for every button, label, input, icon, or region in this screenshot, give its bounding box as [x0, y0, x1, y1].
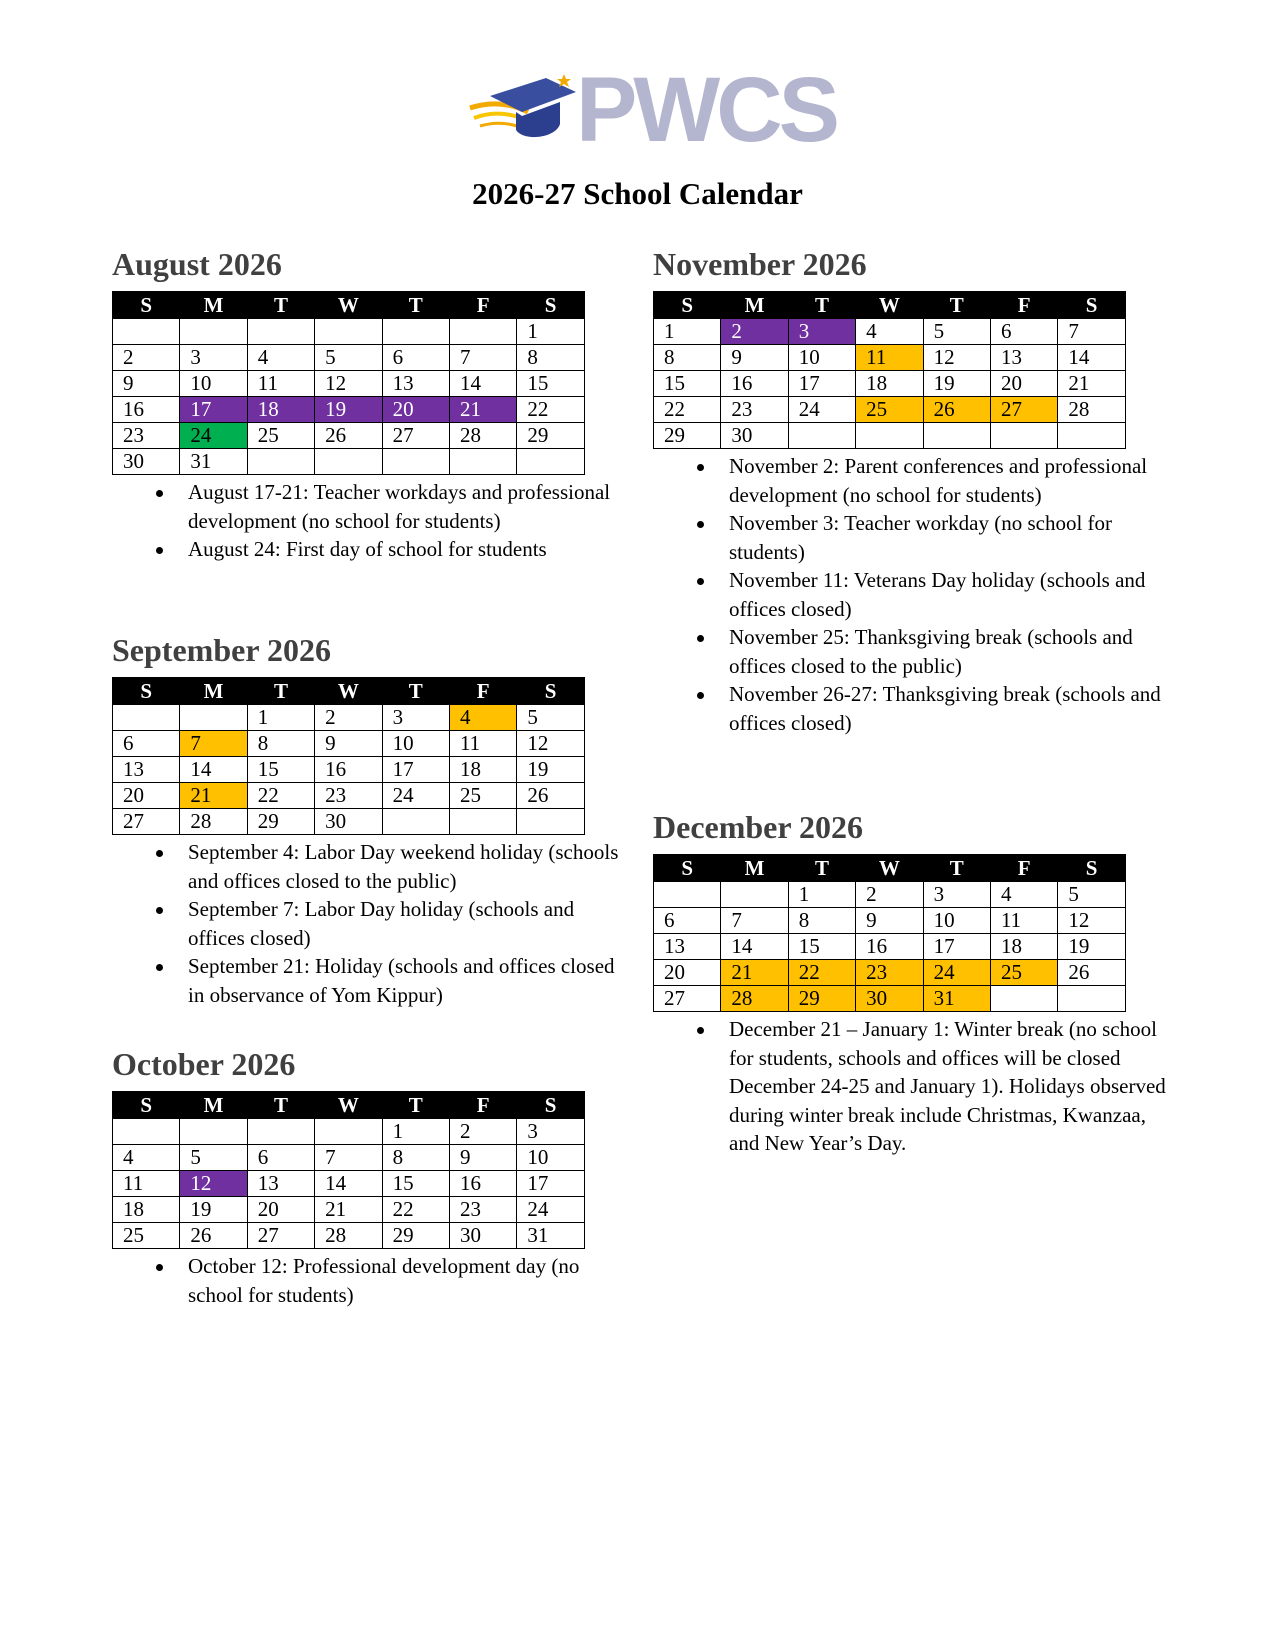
week-row — [113, 1119, 585, 1145]
weekday-header: W — [315, 678, 382, 705]
weekday-header-row — [113, 678, 585, 705]
day-cell: 4 — [449, 705, 516, 731]
day-cell: 4 — [990, 882, 1057, 908]
note-item: September 7: Labor Day holiday (schools and offices closed) — [112, 895, 628, 952]
note-item: December 21 – January 1: Winter break (no school for students, schools and offices will be closed December 24-25 and January 1). Holidays observed during winter break include Christmas, Kwanzaa, and New Year’s Day. — [653, 1015, 1169, 1158]
day-cell: 5 — [180, 1145, 247, 1171]
day-cell: 24 — [923, 960, 990, 986]
weekday-header-row — [654, 855, 1126, 882]
day-cell: 13 — [247, 1171, 314, 1197]
day-cell: 8 — [654, 345, 721, 371]
month-title: December 2026 — [653, 809, 863, 845]
day-cell: 16 — [315, 757, 382, 783]
day-cell: 16 — [449, 1171, 516, 1197]
month-september — [112, 631, 628, 1009]
day-cell: 12 — [1058, 908, 1125, 934]
weekday-header: M — [721, 855, 788, 882]
day-cell: 28 — [180, 809, 247, 835]
week-row — [654, 960, 1126, 986]
day-cell: 4 — [113, 1145, 180, 1171]
week-row — [654, 934, 1126, 960]
week-row — [113, 705, 585, 731]
day-cell: 2 — [721, 319, 788, 345]
day-cell: 18 — [856, 371, 923, 397]
day-cell: 27 — [113, 809, 180, 835]
weekday-header: M — [180, 678, 247, 705]
day-cell: 15 — [247, 757, 314, 783]
weekday-header-row — [654, 292, 1126, 319]
empty-day-cell — [856, 423, 923, 449]
empty-day-cell — [247, 449, 314, 475]
day-cell: 5 — [517, 705, 584, 731]
pwcs-logo — [468, 59, 836, 161]
day-cell: 13 — [990, 345, 1057, 371]
day-cell: 20 — [382, 397, 449, 423]
note-item: September 21: Holiday (schools and offices closed in observance of Yom Kippur) — [112, 952, 628, 1009]
day-cell: 7 — [315, 1145, 382, 1171]
day-cell: 17 — [788, 371, 855, 397]
day-cell: 22 — [247, 783, 314, 809]
note-item: October 12: Professional development day (no school for students) — [112, 1252, 628, 1309]
month-title: September 2026 — [112, 632, 331, 668]
weekday-header: T — [923, 855, 990, 882]
empty-day-cell — [180, 319, 247, 345]
day-cell: 14 — [315, 1171, 382, 1197]
day-cell: 11 — [247, 371, 314, 397]
empty-day-cell — [654, 882, 721, 908]
day-cell: 12 — [180, 1171, 247, 1197]
day-cell: 16 — [113, 397, 180, 423]
weekday-header: M — [180, 1092, 247, 1119]
day-cell: 2 — [113, 345, 180, 371]
empty-day-cell — [990, 423, 1057, 449]
weekday-header: S — [517, 292, 584, 319]
day-cell: 18 — [990, 934, 1057, 960]
calendar-grid — [112, 291, 585, 475]
note-item: November 11: Veterans Day holiday (schools and offices closed) — [653, 566, 1169, 623]
day-cell: 23 — [449, 1197, 516, 1223]
week-row — [654, 371, 1126, 397]
day-cell: 26 — [315, 423, 382, 449]
week-row — [113, 319, 585, 345]
empty-day-cell — [1058, 423, 1125, 449]
month-august — [112, 245, 628, 564]
empty-day-cell — [113, 705, 180, 731]
weekday-header: T — [923, 292, 990, 319]
calendar-grid — [653, 854, 1126, 1012]
empty-day-cell — [113, 1119, 180, 1145]
day-cell: 24 — [382, 783, 449, 809]
day-cell: 5 — [1058, 882, 1125, 908]
weekday-header: T — [788, 292, 855, 319]
empty-day-cell — [247, 1119, 314, 1145]
empty-day-cell — [449, 809, 516, 835]
empty-day-cell — [315, 319, 382, 345]
day-cell: 27 — [382, 423, 449, 449]
day-cell: 15 — [517, 371, 584, 397]
empty-day-cell — [180, 705, 247, 731]
weekday-header: F — [449, 678, 516, 705]
note-item: November 25: Thanksgiving break (schools and offices closed to the public) — [653, 623, 1169, 680]
day-cell: 30 — [113, 449, 180, 475]
weekday-header: T — [382, 678, 449, 705]
empty-day-cell — [517, 449, 584, 475]
day-cell: 21 — [1058, 371, 1125, 397]
day-cell: 23 — [856, 960, 923, 986]
notes-list — [653, 452, 1169, 737]
weekday-header: S — [517, 1092, 584, 1119]
day-cell: 29 — [382, 1223, 449, 1249]
day-cell: 25 — [449, 783, 516, 809]
day-cell: 14 — [449, 371, 516, 397]
empty-day-cell — [315, 1119, 382, 1145]
day-cell: 26 — [923, 397, 990, 423]
week-row — [113, 371, 585, 397]
day-cell: 9 — [856, 908, 923, 934]
day-cell: 24 — [517, 1197, 584, 1223]
day-cell: 10 — [382, 731, 449, 757]
week-row — [654, 882, 1126, 908]
empty-day-cell — [517, 809, 584, 835]
day-cell: 18 — [247, 397, 314, 423]
weekday-header: S — [517, 678, 584, 705]
day-cell: 6 — [247, 1145, 314, 1171]
weekday-header: S — [113, 292, 180, 319]
page-title: 2026-27 School Calendar — [472, 176, 803, 211]
note-item: August 24: First day of school for students — [112, 535, 628, 564]
day-cell: 11 — [113, 1171, 180, 1197]
weekday-header: T — [247, 292, 314, 319]
day-cell: 17 — [517, 1171, 584, 1197]
day-cell: 16 — [856, 934, 923, 960]
week-row — [113, 809, 585, 835]
day-cell: 1 — [517, 319, 584, 345]
empty-day-cell — [788, 423, 855, 449]
day-cell: 19 — [517, 757, 584, 783]
day-cell: 11 — [449, 731, 516, 757]
empty-day-cell — [382, 809, 449, 835]
day-cell: 8 — [517, 345, 584, 371]
day-cell: 1 — [788, 882, 855, 908]
day-cell: 11 — [856, 345, 923, 371]
empty-day-cell — [113, 319, 180, 345]
day-cell: 21 — [180, 783, 247, 809]
weekday-header: S — [654, 292, 721, 319]
day-cell: 19 — [923, 371, 990, 397]
day-cell: 25 — [990, 960, 1057, 986]
day-cell: 26 — [1058, 960, 1125, 986]
weekday-header: M — [721, 292, 788, 319]
day-cell: 23 — [113, 423, 180, 449]
day-cell: 28 — [721, 986, 788, 1012]
empty-day-cell — [990, 986, 1057, 1012]
day-cell: 6 — [382, 345, 449, 371]
weekday-header: W — [315, 1092, 382, 1119]
weekday-header: F — [990, 855, 1057, 882]
day-cell: 18 — [449, 757, 516, 783]
day-cell: 22 — [382, 1197, 449, 1223]
day-cell: 1 — [247, 705, 314, 731]
empty-day-cell — [382, 319, 449, 345]
month-november — [653, 245, 1169, 737]
month-title: October 2026 — [112, 1046, 296, 1082]
day-cell: 27 — [247, 1223, 314, 1249]
day-cell: 2 — [856, 882, 923, 908]
day-cell: 30 — [315, 809, 382, 835]
weekday-header: T — [788, 855, 855, 882]
day-cell: 26 — [517, 783, 584, 809]
day-cell: 22 — [788, 960, 855, 986]
day-cell: 12 — [315, 371, 382, 397]
weekday-header: T — [247, 1092, 314, 1119]
day-cell: 7 — [180, 731, 247, 757]
day-cell: 8 — [788, 908, 855, 934]
month-october — [112, 1045, 628, 1309]
day-cell: 3 — [382, 705, 449, 731]
week-row — [113, 345, 585, 371]
day-cell: 20 — [990, 371, 1057, 397]
week-row — [654, 397, 1126, 423]
day-cell: 3 — [788, 319, 855, 345]
day-cell: 29 — [247, 809, 314, 835]
notes-list — [112, 838, 628, 1009]
day-cell: 10 — [517, 1145, 584, 1171]
day-cell: 7 — [1058, 319, 1125, 345]
week-row — [113, 783, 585, 809]
day-cell: 1 — [654, 319, 721, 345]
day-cell: 9 — [721, 345, 788, 371]
day-cell: 16 — [721, 371, 788, 397]
weekday-header: T — [382, 292, 449, 319]
week-row — [654, 345, 1126, 371]
note-item: August 17-21: Teacher workdays and professional development (no school for students) — [112, 478, 628, 535]
day-cell: 10 — [788, 345, 855, 371]
empty-day-cell — [923, 423, 990, 449]
weekday-header: F — [449, 1092, 516, 1119]
notes-list — [112, 1252, 628, 1309]
day-cell: 21 — [315, 1197, 382, 1223]
week-row — [654, 319, 1126, 345]
day-cell: 28 — [1058, 397, 1125, 423]
week-row — [113, 449, 585, 475]
day-cell: 3 — [923, 882, 990, 908]
day-cell: 22 — [517, 397, 584, 423]
day-cell: 6 — [990, 319, 1057, 345]
day-cell: 10 — [180, 371, 247, 397]
day-cell: 13 — [382, 371, 449, 397]
day-cell: 9 — [449, 1145, 516, 1171]
weekday-header: F — [449, 292, 516, 319]
week-row — [113, 397, 585, 423]
day-cell: 31 — [923, 986, 990, 1012]
day-cell: 30 — [721, 423, 788, 449]
day-cell: 12 — [923, 345, 990, 371]
weekday-header: S — [113, 678, 180, 705]
day-cell: 5 — [923, 319, 990, 345]
week-row — [113, 731, 585, 757]
empty-day-cell — [247, 319, 314, 345]
day-cell: 8 — [247, 731, 314, 757]
day-cell: 30 — [449, 1223, 516, 1249]
calendar-grid — [112, 677, 585, 835]
weekday-header: T — [247, 678, 314, 705]
week-row — [113, 1197, 585, 1223]
day-cell: 27 — [990, 397, 1057, 423]
day-cell: 17 — [180, 397, 247, 423]
weekday-header: F — [990, 292, 1057, 319]
empty-day-cell — [721, 882, 788, 908]
day-cell: 7 — [721, 908, 788, 934]
day-cell: 17 — [382, 757, 449, 783]
day-cell: 17 — [923, 934, 990, 960]
empty-day-cell — [1058, 986, 1125, 1012]
week-row — [113, 757, 585, 783]
weekday-header: S — [1058, 855, 1125, 882]
day-cell: 11 — [990, 908, 1057, 934]
day-cell: 12 — [517, 731, 584, 757]
day-cell: 14 — [1058, 345, 1125, 371]
day-cell: 29 — [654, 423, 721, 449]
day-cell: 22 — [654, 397, 721, 423]
day-cell: 4 — [856, 319, 923, 345]
day-cell: 26 — [180, 1223, 247, 1249]
calendar-grid — [653, 291, 1126, 449]
day-cell: 29 — [788, 986, 855, 1012]
notes-list — [653, 1015, 1169, 1158]
day-cell: 4 — [247, 345, 314, 371]
month-december — [653, 808, 1169, 1158]
day-cell: 31 — [180, 449, 247, 475]
day-cell: 28 — [449, 423, 516, 449]
empty-day-cell — [382, 449, 449, 475]
month-title: November 2026 — [653, 246, 867, 282]
day-cell: 23 — [721, 397, 788, 423]
day-cell: 24 — [788, 397, 855, 423]
day-cell: 15 — [382, 1171, 449, 1197]
day-cell: 14 — [180, 757, 247, 783]
day-cell: 13 — [654, 934, 721, 960]
logo-wordmark: PWCS — [576, 59, 836, 161]
day-cell: 20 — [654, 960, 721, 986]
day-cell: 7 — [449, 345, 516, 371]
week-row — [654, 908, 1126, 934]
day-cell: 20 — [113, 783, 180, 809]
weekday-header: T — [382, 1092, 449, 1119]
day-cell: 25 — [856, 397, 923, 423]
day-cell: 25 — [113, 1223, 180, 1249]
day-cell: 14 — [721, 934, 788, 960]
week-row — [654, 986, 1126, 1012]
day-cell: 9 — [315, 731, 382, 757]
weekday-header: W — [856, 292, 923, 319]
day-cell: 1 — [382, 1119, 449, 1145]
day-cell: 9 — [113, 371, 180, 397]
note-item: November 2: Parent conferences and professional development (no school for students) — [653, 452, 1169, 509]
day-cell: 2 — [315, 705, 382, 731]
day-cell: 27 — [654, 986, 721, 1012]
note-item: September 4: Labor Day weekend holiday (schools and offices closed to the public) — [112, 838, 628, 895]
day-cell: 10 — [923, 908, 990, 934]
day-cell: 2 — [449, 1119, 516, 1145]
calendar-grid — [112, 1091, 585, 1249]
empty-day-cell — [449, 449, 516, 475]
day-cell: 28 — [315, 1223, 382, 1249]
note-item: November 3: Teacher workday (no school for students) — [653, 509, 1169, 566]
weekday-header: S — [1058, 292, 1125, 319]
day-cell: 3 — [517, 1119, 584, 1145]
weekday-header-row — [113, 1092, 585, 1119]
empty-day-cell — [180, 1119, 247, 1145]
day-cell: 18 — [113, 1197, 180, 1223]
week-row — [654, 423, 1126, 449]
graduation-cap-icon — [468, 72, 578, 152]
day-cell: 19 — [180, 1197, 247, 1223]
week-row — [113, 423, 585, 449]
day-cell: 25 — [247, 423, 314, 449]
weekday-header-row — [113, 292, 585, 319]
weekday-header: W — [315, 292, 382, 319]
weekday-header: S — [654, 855, 721, 882]
day-cell: 5 — [315, 345, 382, 371]
weekday-header: W — [856, 855, 923, 882]
day-cell: 29 — [517, 423, 584, 449]
note-item: November 26-27: Thanksgiving break (schools and offices closed) — [653, 680, 1169, 737]
weekday-header: M — [180, 292, 247, 319]
day-cell: 15 — [654, 371, 721, 397]
day-cell: 19 — [315, 397, 382, 423]
day-cell: 15 — [788, 934, 855, 960]
day-cell: 23 — [315, 783, 382, 809]
day-cell: 19 — [1058, 934, 1125, 960]
week-row — [113, 1145, 585, 1171]
day-cell: 8 — [382, 1145, 449, 1171]
month-title: August 2026 — [112, 246, 282, 282]
empty-day-cell — [315, 449, 382, 475]
day-cell: 24 — [180, 423, 247, 449]
day-cell: 6 — [654, 908, 721, 934]
day-cell: 31 — [517, 1223, 584, 1249]
day-cell: 21 — [721, 960, 788, 986]
day-cell: 20 — [247, 1197, 314, 1223]
day-cell: 30 — [856, 986, 923, 1012]
day-cell: 13 — [113, 757, 180, 783]
week-row — [113, 1171, 585, 1197]
weekday-header: S — [113, 1092, 180, 1119]
notes-list — [112, 478, 628, 564]
day-cell: 6 — [113, 731, 180, 757]
week-row — [113, 1223, 585, 1249]
day-cell: 21 — [449, 397, 516, 423]
empty-day-cell — [449, 319, 516, 345]
day-cell: 3 — [180, 345, 247, 371]
